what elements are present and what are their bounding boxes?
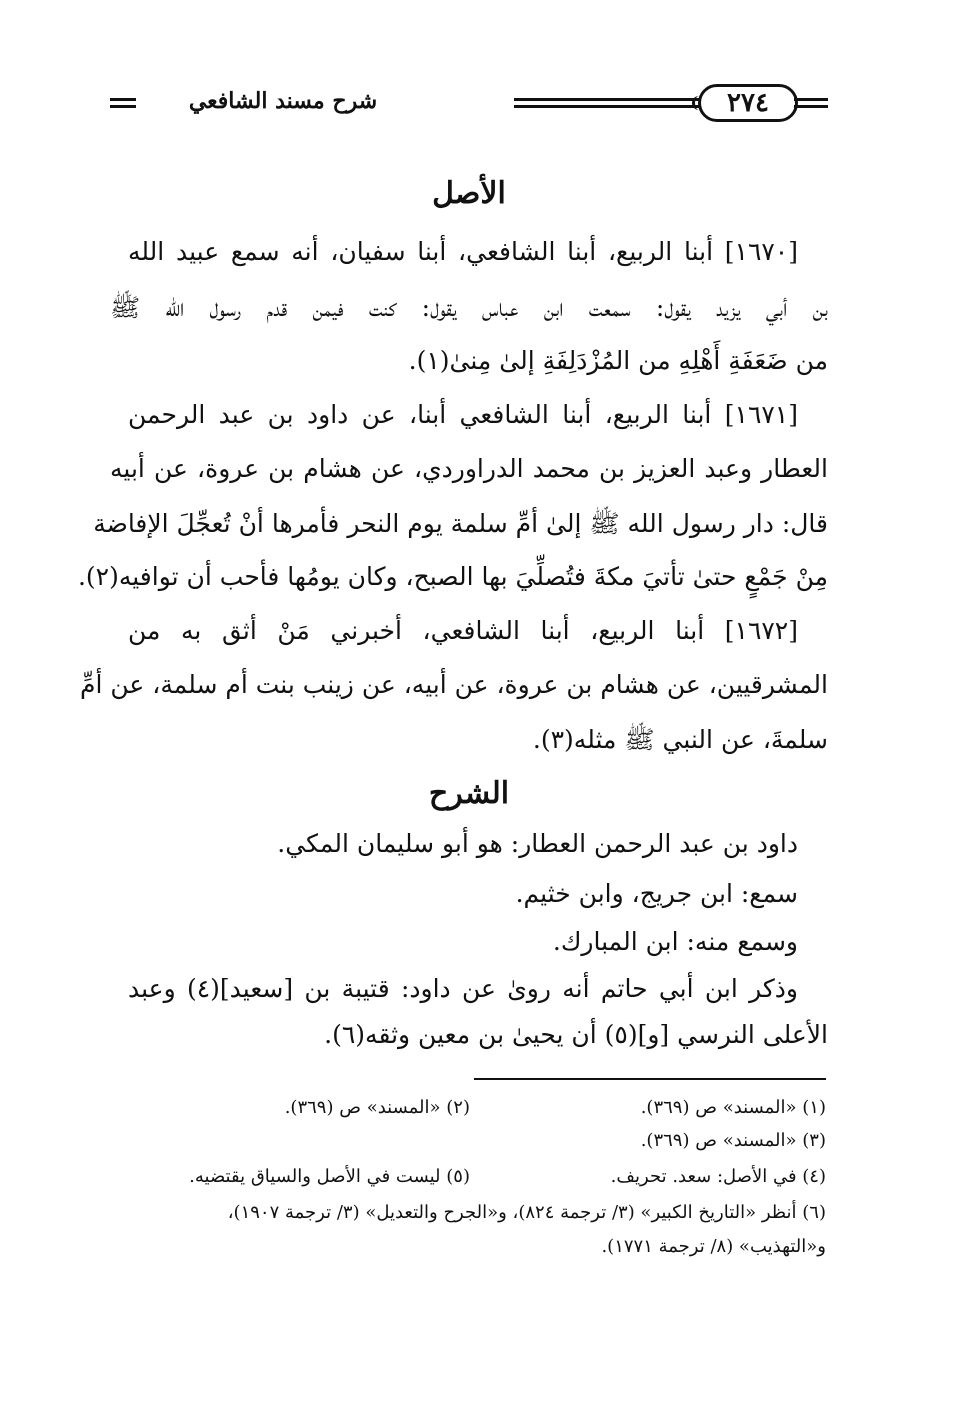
footnote-6: (٦) أنظر «التاريخ الكبير» (٣/ ترجمة ٨٢٤)، و«الجرح والتعديل» (٣/ ترجمة ١٩٠٧)،: [227, 1202, 826, 1223]
footnote-3: (٣) «المسند» ص (٣٦٩).: [640, 1130, 826, 1151]
section-title-sharh: الشرح: [428, 776, 510, 811]
text-line: [١٦٧١] أبنا الربيع، أبنا الشافعي أبنا، عن داود بن عبد الرحمن: [128, 400, 798, 429]
text-line: داود بن عبد الرحمن العطار: هو أبو سليمان المكي.: [277, 829, 798, 858]
text-line: وذكر ابن أبي حاتم أنه روىٰ عن داود: قتيبة بن [سعيد](٤) وعبد: [128, 974, 799, 1003]
text-line: مِنْ جَمْعٍ حتىٰ تأتيَ مكةَ فتُصلِّيَ بها الصبح، وكان يومُها فأحب أن توافيه(٢).: [77, 562, 828, 591]
text-line: العطار وعبد العزيز بن محمد الدراوردي، عن هشام بن عروة، عن أبيه: [110, 454, 828, 483]
running-title: شرح مسند الشافعي: [188, 88, 378, 114]
page-header: [110, 82, 828, 132]
text-line: وسمع منه: ابن المبارك.: [552, 927, 798, 956]
footnote-1: (١) «المسند» ص (٣٦٩).: [640, 1097, 826, 1118]
page-number: ٢٧٤: [698, 84, 798, 122]
section-title-asl: الأصل: [432, 176, 506, 211]
footnote-6-continued: و«التهذيب» (٨/ ترجمة ١٧٧١).: [601, 1236, 826, 1257]
footnote-2: (٢) «المسند» ص (٣٦٩).: [284, 1097, 470, 1118]
text-line: سمع: ابن جريج، وابن خثيم.: [515, 879, 798, 908]
footnote-5: (٥) ليست في الأصل والسياق يقتضيه.: [189, 1166, 470, 1187]
text-line: قال: دار رسول الله ﷺ إلىٰ أمِّ سلمة يوم النحر فأمرها أنْ تُعجِّلَ الإفاضة: [93, 509, 828, 538]
text-line: [١٦٧٠] أبنا الربيع، أبنا الشافعي، أبنا سفيان، أنه سمع عبيد الله: [128, 237, 798, 266]
text-line: بن أبي يزيد يقول: سمعت ابن عباس يقول: كنت فيمن قدم رسول الله ﷺ: [110, 293, 828, 322]
text-line: سلمةَ، عن النبي ﷺ مثله(٣).: [532, 725, 828, 754]
header-rule-left: [110, 98, 136, 108]
text-line: المشرقيين، عن هشام بن عروة، عن أبيه، عن زينب بنت أم سلمة، عن أمِّ: [80, 670, 828, 699]
text-line: الأعلى النرسي [و](٥) أن يحيىٰ بن معين وثقه(٦).: [324, 1020, 828, 1049]
text-line: من ضَعَفَةِ أَهْلِهِ من المُزْدَلِفَةِ إلىٰ مِنىٰ(١).: [408, 346, 828, 375]
header-rule-right: [794, 98, 828, 108]
footnote-4: (٤) في الأصل: سعد. تحريف.: [610, 1166, 826, 1187]
text-line: [١٦٧٢] أبنا الربيع، أبنا الشافعي، أخبرني مَنْ أثق به من: [128, 616, 798, 645]
header-rule-middle: [514, 98, 700, 108]
footnote-separator: [474, 1078, 826, 1080]
